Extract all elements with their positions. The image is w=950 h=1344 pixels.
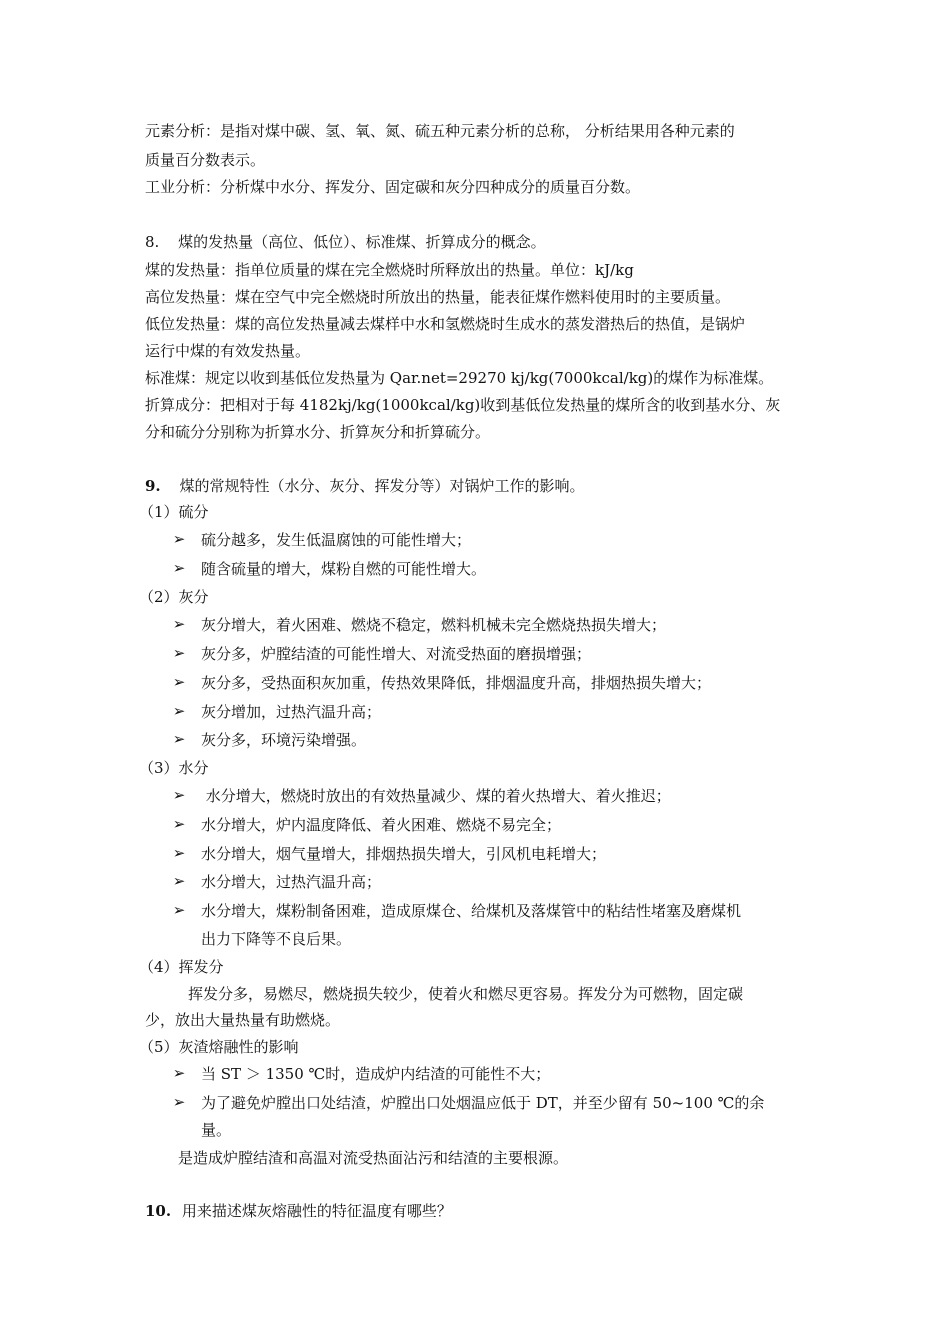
list-item: 水分增大，煤粉制备困难，造成原煤仓、给煤机及落煤管中的粘结性堵塞及磨煤机 [201,902,742,920]
arrow-bullet-icon: ➢ [172,872,186,890]
list-item: 水分增大，炉内温度降低、着火困难、燃烧不易完全； [201,816,562,834]
arrow-bullet-icon: ➢ [172,786,186,804]
standard-coal-definition: 标准煤：规定以收到基低位发热量为 Qar.net=29270 kj/kg(7000kcal/kg)的煤作为标准煤。 [145,369,774,387]
ultimate-analysis-line1: 元素分析：是指对煤中碳、氢、氧、氮、硫五种元素分析的总称， 分析结果用各种元素的 [145,122,735,140]
list-item: 灰分增加，过热汽温升高； [201,703,382,721]
list-item-continuation: 量。 [201,1121,232,1139]
arrow-bullet-icon: ➢ [172,530,186,548]
arrow-bullet-icon: ➢ [172,644,186,662]
list-item: 当 ST ＞ 1350 ℃时，造成炉内结渣的可能性不大； [201,1065,551,1083]
calorific-value-definition: 煤的发热量：指单位质量的煤在完全燃烧时所释放出的热量。单位：kJ/kg [145,261,634,279]
list-item-continuation: 出力下降等不良后果。 [201,930,352,948]
proximate-analysis-line: 工业分析：分析煤中水分、挥发分、固定碳和灰分四种成分的质量百分数。 [145,178,641,196]
list-item: 灰分多，炉膛结渣的可能性增大、对流受热面的磨损增强； [201,645,592,663]
fusibility-summary: 是造成炉膛结渣和高温对流受热面沾污和结渣的主要根源。 [178,1149,569,1167]
arrow-bullet-icon: ➢ [172,615,186,633]
fusibility-subheading: （5）灰渣熔融性的影响 [139,1038,299,1056]
sulfur-subheading: （1）硫分 [139,503,209,521]
section-8-title: 煤的发热量（高位、低位）、标准煤、折算成分的概念。 [178,233,546,251]
arrow-bullet-icon: ➢ [172,1064,186,1082]
arrow-bullet-icon: ➢ [172,559,186,577]
list-item: 水分增大，烟气量增大，排烟热损失增大，引风机电耗增大； [201,845,607,863]
list-item: 随含硫量的增大，煤粉自燃的可能性增大。 [201,560,487,578]
arrow-bullet-icon: ➢ [172,1093,186,1111]
list-item: 灰分增大，着火困难、燃烧不稳定，燃料机械未完全燃烧热损失增大； [201,616,667,634]
arrow-bullet-icon: ➢ [172,844,186,862]
section-9-title: 煤的常规特性（水分、灰分、挥发分等）对锅炉工作的影响。 [179,477,585,495]
list-item: 为了避免炉膛出口处结渣，炉膛出口处烟温应低于 DT，并至少留有 50~100 ℃的余 [201,1094,765,1112]
arrow-bullet-icon: ➢ [172,673,186,691]
net-calorific-definition: 低位发热量：煤的高位发热量减去煤样中水和氢燃烧时生成水的蒸发潜热后的热值，是锅炉 [145,315,746,333]
moisture-subheading: （3）水分 [139,759,209,777]
converted-component-definition-cont: 分和硫分分别称为折算水分、折算灰分和折算硫分。 [145,423,491,441]
list-item: 灰分多，受热面积灰加重，传热效果降低，排烟温度升高，排烟热损失增大； [201,674,712,692]
ultimate-analysis-line2: 质量百分数表示。 [145,151,266,169]
section-10-heading [145,1201,452,1221]
section-8-heading [145,232,546,252]
ash-subheading: （2）灰分 [139,588,209,606]
arrow-bullet-icon: ➢ [172,702,186,720]
list-item: 水分增大，过热汽温升高； [201,873,382,891]
section-10-title: 用来描述煤灰熔融性的特征温度有哪些？ [181,1202,452,1220]
section-9-number: 9. [145,477,161,495]
list-item: 硫分越多，发生低温腐蚀的可能性增大； [201,531,472,549]
section-8-number: 8. [145,233,160,251]
converted-component-definition: 折算成分：把相对于每 4182kj/kg(1000kcal/kg)收到基低位发热量的煤所含的收到基水分、灰 [145,396,781,414]
section-10-number: 10. [145,1202,172,1220]
gross-calorific-definition: 高位发热量：煤在空气中完全燃烧时所放出的热量，能表征煤作燃料使用时的主要质量。 [145,288,731,306]
net-calorific-definition-cont: 运行中煤的有效发热量。 [145,342,311,360]
volatile-paragraph-line2: 少，放出大量热量有助燃烧。 [145,1011,341,1029]
volatile-subheading: （4）挥发分 [139,958,224,976]
volatile-paragraph-line1: 挥发分多，易燃尽，燃烧损失较少，使着火和燃尽更容易。挥发分为可燃物，固定碳 [188,985,744,1003]
arrow-bullet-icon: ➢ [172,815,186,833]
list-item: 灰分多，环境污染增强。 [201,731,367,749]
arrow-bullet-icon: ➢ [172,901,186,919]
section-9-heading [145,476,584,496]
list-item: 水分增大，燃烧时放出的有效热量减少、煤的着火热增大、着火推迟； [201,787,671,805]
arrow-bullet-icon: ➢ [172,730,186,748]
